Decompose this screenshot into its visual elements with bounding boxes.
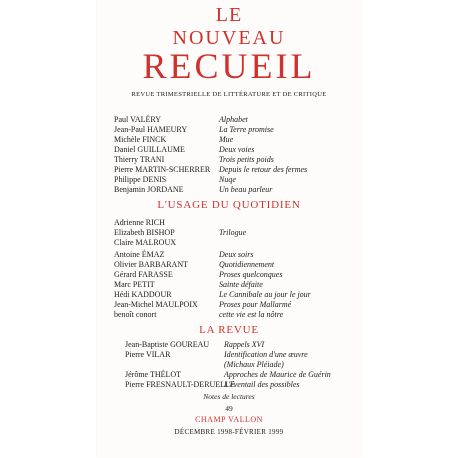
author: Marc PETIT	[114, 280, 155, 289]
book-cover	[97, 0, 361, 458]
publisher: CHAMP VALLON	[195, 415, 263, 424]
work-title: Un beau parleur	[219, 185, 273, 194]
work-title: Trilogue	[219, 228, 247, 237]
author: Pierre FRESNAULT-DERUELLE	[125, 380, 235, 389]
work-title: Proses pour Mallarmé	[219, 300, 292, 309]
author: Elizabeth BISHOP	[114, 228, 175, 237]
contents-row	[114, 300, 354, 310]
author: benoît conort	[114, 310, 157, 319]
work-title: Le Cannibale au jour le jour	[219, 290, 311, 299]
author: Jérôme THÉLOT	[125, 370, 182, 379]
title-nouveau: NOUVEAU	[172, 27, 286, 49]
author: Benjamin JORDANE	[114, 185, 184, 194]
contents-row	[114, 380, 354, 390]
work-title: Rappels XVI	[224, 340, 265, 349]
work-title: Nuqe	[219, 175, 236, 184]
contents-row	[114, 175, 354, 185]
work-title: Depuis le retour des fermes	[219, 165, 308, 174]
contents-row	[114, 155, 354, 165]
contents-row	[114, 125, 354, 135]
work-title: Mue	[219, 135, 234, 144]
work-title: L'éventail des possibles	[224, 380, 300, 389]
author: Antoine ÉMAZ	[114, 250, 165, 259]
work-title: cette vie est la nôtre	[219, 310, 284, 319]
contents-row	[114, 340, 354, 350]
work-title: Proses quelconques	[219, 270, 283, 279]
author: Gérard FARASSE	[114, 270, 173, 279]
contents-row	[114, 250, 354, 260]
contents-row	[114, 115, 354, 125]
author: Thierry TRANI	[114, 155, 165, 164]
issue-number: 49	[225, 404, 233, 413]
work-title: Approches de Maurice de Guérin	[224, 370, 331, 379]
issue-date: DÉCEMBRE 1998-FÉVRIER 1999	[174, 428, 284, 436]
title-le: LE	[215, 4, 243, 26]
work-title: Quotidiennement	[219, 260, 275, 269]
author: Philippe DENIS	[114, 175, 167, 184]
contents-row	[114, 165, 354, 175]
contents-row	[114, 185, 354, 195]
contents-row	[114, 290, 354, 300]
author: Adrienne RICH	[114, 218, 165, 227]
work-title-continuation: (Michaux Pléiade)	[224, 360, 284, 369]
contents-row	[114, 260, 354, 270]
contents-row	[114, 238, 354, 248]
work-title: La Terre promise	[219, 125, 274, 134]
contents-row	[114, 270, 354, 280]
notes-de-lectures: Notes de lectures	[203, 392, 255, 401]
author: Jean-Michel MAULPOIX	[114, 300, 198, 309]
author: Daniel GUILLAUME	[114, 145, 185, 154]
section-title-revue: LA REVUE	[199, 324, 259, 336]
work-title: Identification d'une œuvre	[224, 350, 308, 359]
work-title: Deux voies	[219, 145, 255, 154]
contents-row	[114, 370, 354, 380]
contents-row	[114, 135, 354, 145]
author: Claire MALROUX	[114, 238, 176, 247]
author: Hédi KADDOUR	[114, 290, 172, 299]
work-title: Sainte défaite	[219, 280, 263, 289]
contents-row	[114, 280, 354, 290]
work-title: Deux soirs	[219, 250, 254, 259]
author: Pierre VILAR	[125, 350, 171, 359]
contents-row	[114, 310, 354, 320]
title-recueil: RECUEIL	[142, 46, 316, 86]
author: Paul VALÉRY	[114, 115, 162, 124]
contents-row	[114, 218, 354, 228]
work-title: Alphabet	[219, 115, 248, 124]
subtitle: REVUE TRIMESTRIELLE DE LITTÉRATURE ET DE CRITIQUE	[131, 91, 327, 98]
author: Michèle FINCK	[114, 135, 167, 144]
author: Olivier BARBARANT	[114, 260, 188, 269]
author: Jean-Paul HAMEURY	[114, 125, 188, 134]
work-title: Trois petits poids	[219, 155, 274, 164]
section-title-usage: L'USAGE DU QUOTIDIEN	[157, 199, 301, 211]
contents-row	[114, 350, 354, 360]
contents-row	[114, 145, 354, 155]
author: Jean-Baptiste GOUREAU	[125, 340, 210, 349]
contents-row	[114, 228, 354, 238]
author: Pierre MARTIN-SCHERRER	[114, 165, 211, 174]
